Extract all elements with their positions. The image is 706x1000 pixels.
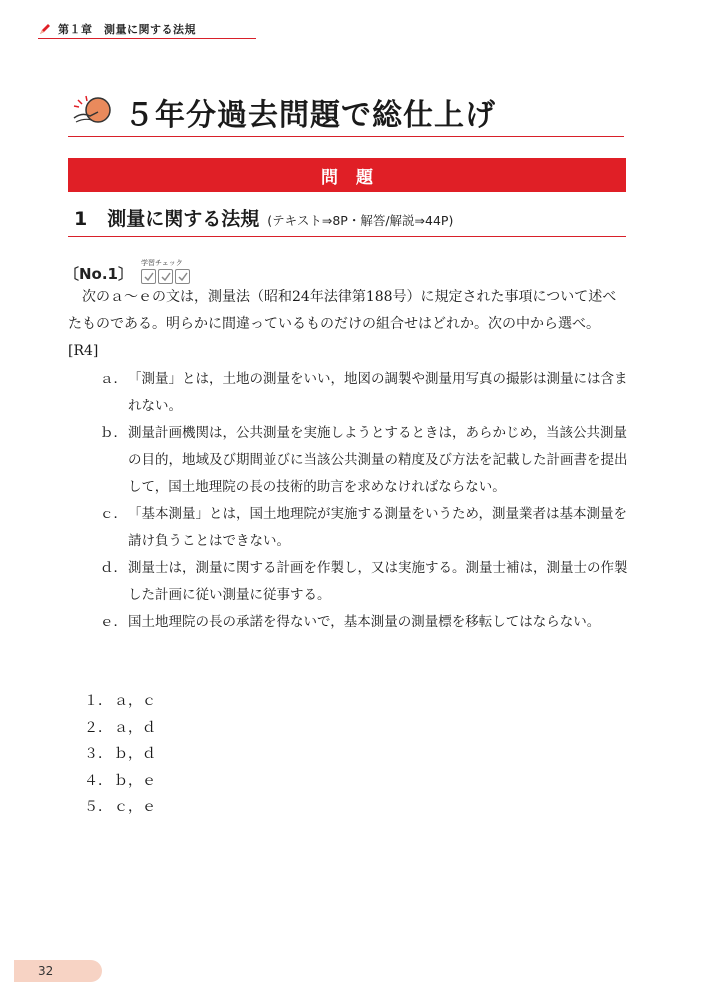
answer-choice[interactable]	[84, 794, 156, 821]
chapter-header	[38, 20, 256, 39]
statement-item	[100, 420, 628, 501]
statement-mark: ｅ．	[100, 614, 127, 630]
choice-number: ３．	[84, 746, 112, 762]
choice-text: ａ，ｃ	[114, 693, 156, 709]
statement-item	[100, 366, 628, 420]
choice-text: ｃ，ｅ	[114, 799, 156, 815]
statement-item	[100, 501, 628, 555]
answer-choice[interactable]	[84, 715, 156, 742]
question-number: 〔No.1〕	[64, 265, 133, 283]
answer-choice[interactable]	[84, 741, 156, 768]
choice-number: ５．	[84, 799, 112, 815]
problem-band-label: 問題	[321, 167, 391, 188]
section-title	[68, 88, 624, 137]
statement-mark: ａ．	[100, 371, 127, 387]
study-checkbox-3[interactable]	[175, 269, 190, 284]
page-number-tab	[14, 960, 102, 982]
page-number: 32	[38, 964, 54, 978]
subsection-heading	[68, 204, 626, 237]
subsection-title: 測量に関する法規	[107, 208, 260, 230]
choice-text: ｂ，ｅ	[114, 772, 156, 789]
study-check-caption: 学習チェック	[141, 259, 183, 267]
page-title: ５年分過去問題で総仕上げ	[124, 98, 496, 133]
checkmark-icon	[178, 272, 188, 282]
statement-text: 測量計画機関は，公共測量を実施しようとするときは，あらかじめ，当該公共測量の目的，地域及び期間並びに当該公共測量の精度及び方法を記載した計画書を提出して，国土地理院の長の技術的助言を求めなければならない。	[128, 425, 628, 495]
answer-choice[interactable]	[84, 688, 156, 715]
statement-text: 「基本測量」とは，国土地理院が実施する測量をいうため，測量業者は基本測量を請け負うことはできない。	[128, 506, 627, 549]
pencil-icon	[38, 22, 52, 36]
answer-choices	[84, 688, 156, 821]
problem-band	[68, 158, 626, 192]
statement-text: 「測量」とは，土地の測量をいい，地図の調製や測量用写真の撮影は測量には含まれない。	[128, 371, 628, 414]
subsection-number: 1	[74, 208, 88, 230]
hand-pointer-icon	[68, 92, 114, 132]
checkmark-icon	[144, 272, 154, 282]
choice-text: ａ，ｄ	[114, 719, 156, 736]
statement-mark: ｂ．	[100, 425, 127, 441]
statement-text: 測量士は，測量に関する計画を作製し，又は実施する。測量士補は，測量士の作製した計画に従い測量に従事する。	[128, 560, 628, 603]
statement-text: 国土地理院の長の承諾を得ないで，基本測量の測量標を移転してはならない。	[128, 614, 601, 630]
chapter-label: 第１章 測量に関する法規	[58, 23, 196, 36]
choice-number: ２．	[84, 719, 112, 736]
checkmark-icon	[161, 272, 171, 282]
statement-item	[100, 555, 628, 609]
choice-number: ４．	[84, 772, 112, 789]
subsection-reference: (テキスト⇒8P・解答/解説⇒44P)	[267, 213, 454, 228]
choice-text: ｂ，ｄ	[114, 746, 156, 762]
choice-number: １．	[84, 693, 112, 709]
study-checkbox-1[interactable]	[141, 269, 156, 284]
question-prompt: 次のａ～ｅの文は，測量法（昭和24年法律第188号）に規定された事項について述べたものである。明らかに間違っているものだけの組合せはどれか。次の中から選べ。[R4]	[68, 289, 617, 359]
statement-mark: ｄ．	[100, 560, 127, 576]
answer-choice[interactable]	[84, 768, 156, 795]
study-check	[141, 258, 190, 284]
statement-list	[100, 366, 628, 636]
statement-item	[100, 609, 628, 636]
study-checkbox-2[interactable]	[158, 269, 173, 284]
question-header	[64, 258, 190, 284]
statement-mark: ｃ．	[100, 506, 127, 522]
